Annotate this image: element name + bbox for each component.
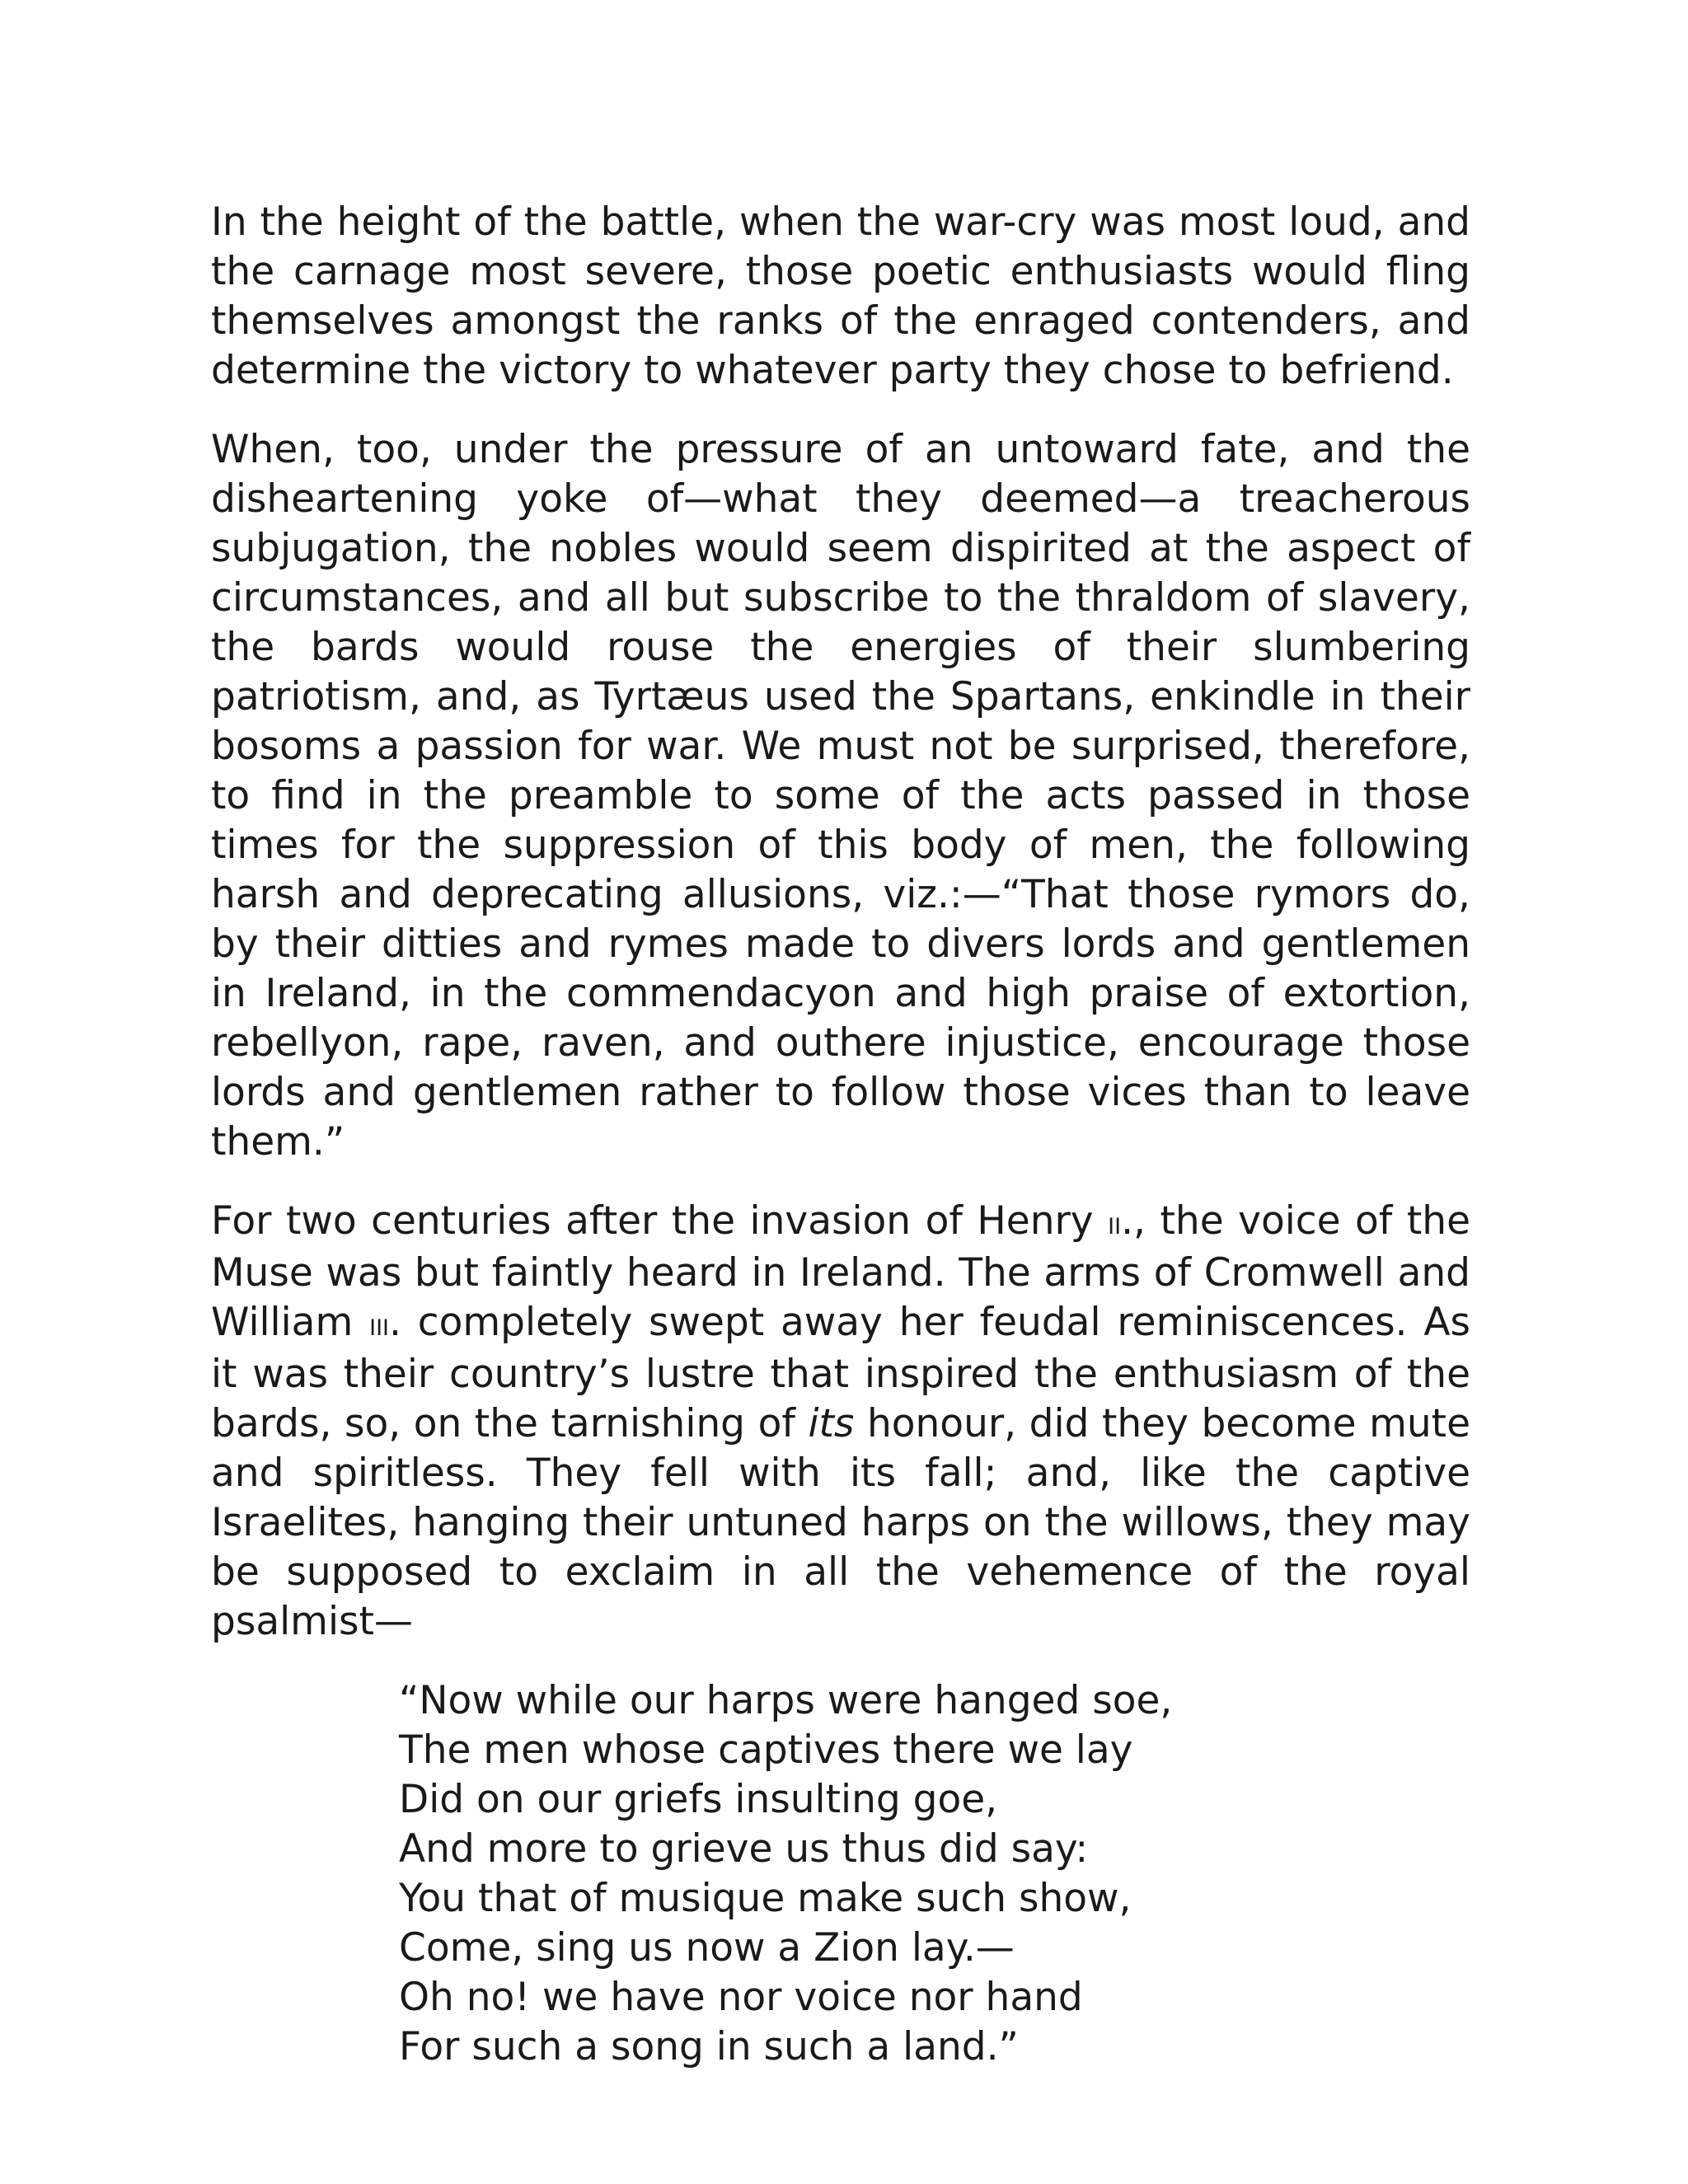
verse-line: The men whose captives there we lay [399,1727,1133,1773]
paragraph-bards-preamble: When, too, under the pressure of an untoward fate, and the disheartening yoke of—what they deemed—a treacherous subjugation, the nobles would seem dispirited at the aspect of circumstances, and all but subscribe to the thraldom of slavery, the bards would rouse the energies of their slumbering patriotism, and, as Tyrtæus used the Spartans, enkindle in their bosoms a passion for war. We must not be surprised, therefore, to find in the preamble to some of the acts passed in those times for the suppression of this body of men, the following harsh and deprecating allusions, viz.:—“That those rymors do, by their ditties and rymes made to divers lords and gentlemen in Ireland, in the commendacyon and high praise of extortion, rebellyon, rape, raven, and outhere injustice, encourage those lords and gentlemen rather to follow those vices than to leave them.” [211,427,1470,1165]
verse-line: For such a song in such a land.” [399,2024,1019,2069]
verse-line: Come, sing us now a Zion lay.— [399,1925,1015,1971]
text-segment: . completely swept away her feudal reminiscences. As it was their country’s lustre that inspired the enthusiasm of the bards, so, on the tarnishing of [211,1300,1470,1446]
paragraph-battle: In the height of the battle, when the war-cry was most loud, and the carnage most severe, those poetic enthusiasts would fling themselves amongst the ranks of the enraged contenders, and determine the victory to whatever party they chose to befriend. [211,199,1470,393]
verse-line: Oh no! we have nor voice nor hand [399,1975,1083,2020]
paragraph-two-centuries [211,1197,1470,1647]
verse-quotation [399,1676,1470,2072]
verse-line: Did on our griefs insulting goe, [399,1777,998,1822]
text-segment: honour, did they become mute and spiritless. They fell with its fall; and, like the captive Israelites, hanging their untuned harps on the willows, they may be supposed to exclaim in all the vehemence of the royal psalmist— [211,1401,1470,1644]
text-segment: ., the voice of the Muse was but faintly heard in Ireland. The arms of Cromwell and William [211,1198,1470,1345]
emphasis-its: its [808,1401,855,1446]
text-segment: For two centuries after the invasion of Henry [211,1198,1109,1244]
document-page [211,198,1470,2072]
verse-line: You that of musique make such show, [399,1876,1132,1921]
verse-line: And more to grieve us thus did say: [399,1826,1089,1872]
regnal-numeral: iii [369,1306,389,1343]
regnal-numeral: ii [1108,1205,1122,1242]
verse-line: “Now while our harps were hanged soe, [399,1678,1173,1723]
